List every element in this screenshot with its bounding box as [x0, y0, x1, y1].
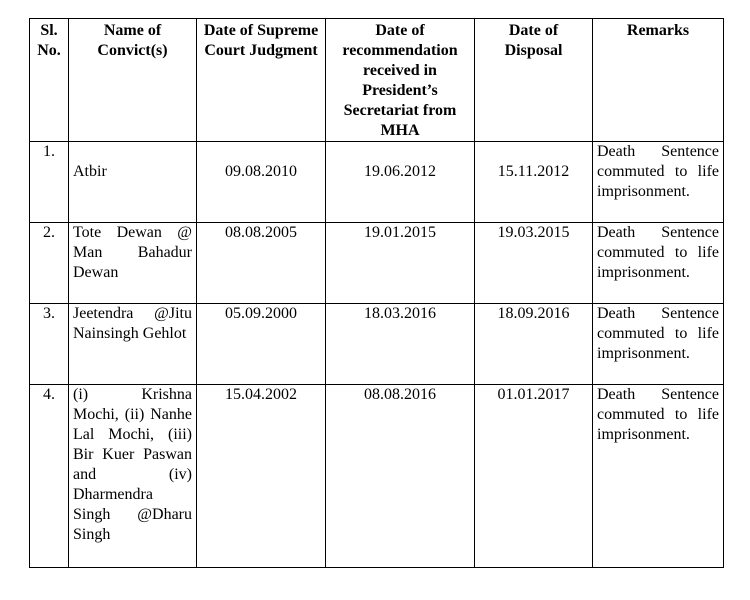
- header-recommendation-date: Date of recommendation received in President’s Secretariat from MHA: [326, 19, 475, 142]
- table-row: [30, 142, 724, 223]
- table-row: [30, 385, 724, 568]
- row-judgment-date: 15.04.2002: [197, 385, 326, 568]
- row-recommendation-date: 19.01.2015: [326, 223, 475, 304]
- row-convict-name: Atbir: [69, 142, 197, 223]
- row-remarks: Death Sentence commuted to life imprisonment.: [593, 142, 724, 223]
- row-convict-name: Tote Dewan @ Man Bahadur Dewan: [69, 223, 197, 304]
- header-row: [30, 19, 724, 142]
- row-judgment-date: 05.09.2000: [197, 304, 326, 385]
- row-disposal-date: 15.11.2012: [475, 142, 593, 223]
- header-sl-no: Sl. No.: [30, 19, 69, 142]
- table-row: [30, 223, 724, 304]
- row-sl-no: 2.: [30, 223, 69, 304]
- row-disposal-date: 19.03.2015: [475, 223, 593, 304]
- row-sl-no: 3.: [30, 304, 69, 385]
- row-disposal-date: 01.01.2017: [475, 385, 593, 568]
- row-disposal-date: 18.09.2016: [475, 304, 593, 385]
- table-row: [30, 304, 724, 385]
- row-convict-name: (i) Krishna Mochi, (ii) Nanhe Lal Mochi, (iii) Bir Kuer Paswan and (iv) Dharmendra Singh @Dharu Singh: [69, 385, 197, 568]
- row-judgment-date: 08.08.2005: [197, 223, 326, 304]
- row-sl-no: 4.: [30, 385, 69, 568]
- row-recommendation-date: 08.08.2016: [326, 385, 475, 568]
- header-remarks: Remarks: [593, 19, 724, 142]
- row-sl-no: 1.: [30, 142, 69, 223]
- row-recommendation-date: 18.03.2016: [326, 304, 475, 385]
- header-convict-name: Name of Convict(s): [69, 19, 197, 142]
- header-judgment-date: Date of Supreme Court Judgment: [197, 19, 326, 142]
- header-disposal-date: Date of Disposal: [475, 19, 593, 142]
- mercy-petitions-table: [29, 18, 724, 568]
- row-convict-name: Jeetendra @Jitu Nainsingh Gehlot: [69, 304, 197, 385]
- row-remarks: Death Sentence commuted to life imprisonment.: [593, 304, 724, 385]
- row-recommendation-date: 19.06.2012: [326, 142, 475, 223]
- row-remarks: Death Sentence commuted to life imprisonment.: [593, 385, 724, 568]
- row-remarks: Death Sentence commuted to life imprisonment.: [593, 223, 724, 304]
- row-judgment-date: 09.08.2010: [197, 142, 326, 223]
